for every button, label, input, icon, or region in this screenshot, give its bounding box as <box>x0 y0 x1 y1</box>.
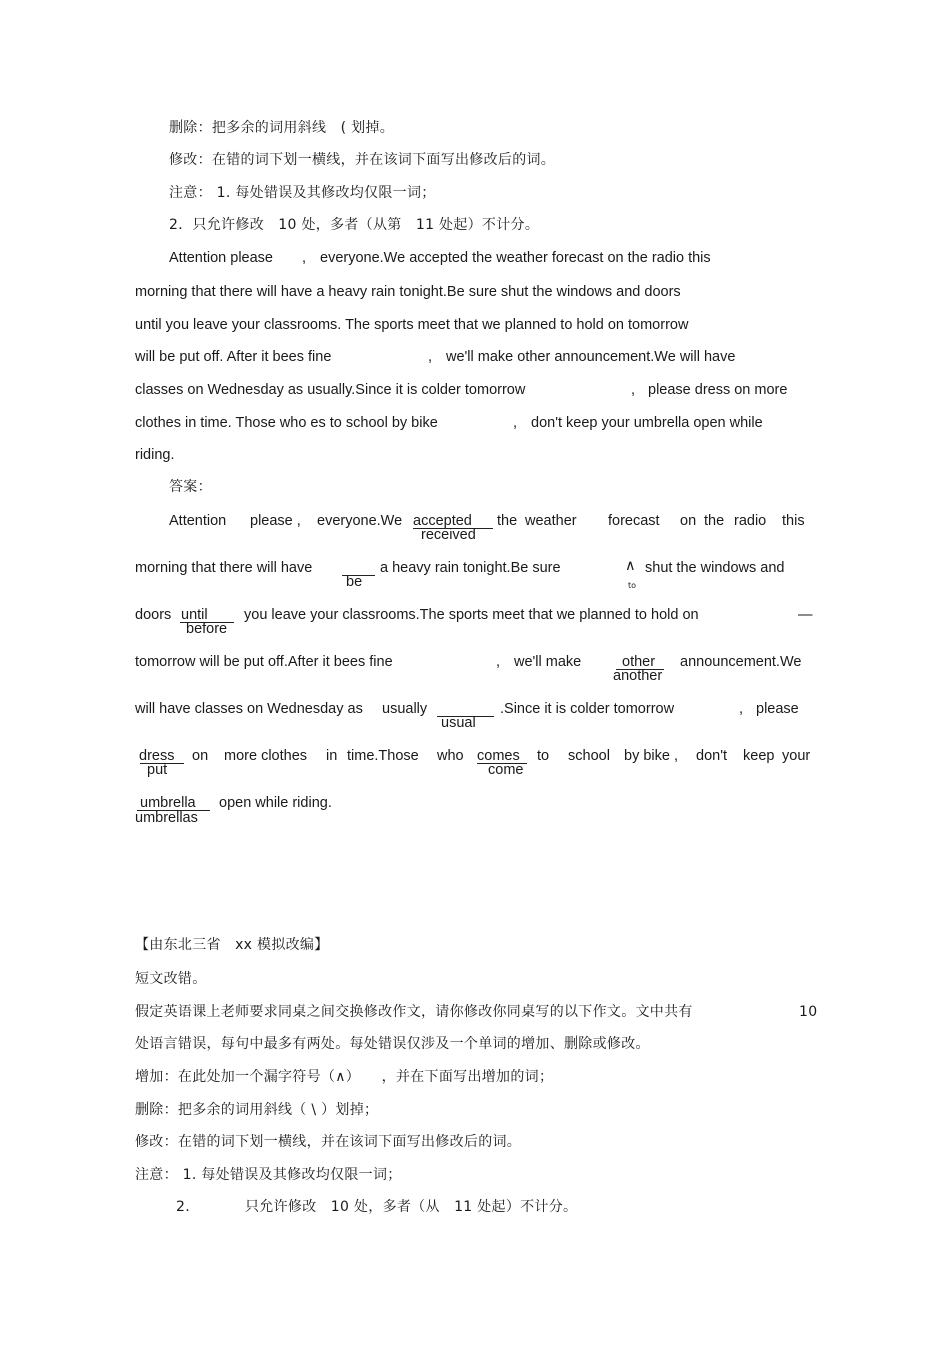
passage-line-5c: please dress on more <box>648 382 788 398</box>
rule-note-1: 注意： 1. 每处错误及其修改均仅限一词； <box>169 185 436 201</box>
ans-correction: put <box>147 762 168 778</box>
passage-line-7: riding. <box>135 447 175 463</box>
section-title: 短文改错。 <box>135 971 207 987</box>
ans-text: we'll make <box>514 654 582 670</box>
ans-word: everyone.We <box>317 513 403 529</box>
ans-word: on <box>192 748 209 764</box>
intro-line-1: 假定英语课上老师要求同桌之间交换修改作文，请你修改你同桌写的以下作文。文中共有 <box>135 1004 693 1020</box>
rule-note-1: 注意： 1. 每处错误及其修改均仅限一词； <box>135 1167 402 1183</box>
ans-text: morning that there will have <box>135 560 313 576</box>
ans-word: the <box>497 513 518 529</box>
passage-line-1b: , <box>302 250 307 266</box>
ans-text: open while riding. <box>219 795 332 811</box>
ans-dash: — <box>798 607 813 623</box>
passage-line-6b: , <box>513 415 518 431</box>
passage-line-6c: don't keep your umbrella open while <box>531 415 763 431</box>
passage-line-6a: clothes in time. Those who es to school by bike <box>135 415 438 431</box>
passage-line-4c: we'll make other announcement.We will have <box>446 349 736 365</box>
ans-word: to <box>537 748 550 764</box>
ans-text: please <box>756 701 799 717</box>
ans-text: , <box>739 701 744 717</box>
passage-line-1a: Attention please <box>169 250 273 266</box>
ans-word: by bike , <box>624 748 678 764</box>
ans-word: more clothes <box>224 748 308 764</box>
ans-word: keep <box>743 748 775 764</box>
rule-modify: 修改：在错的词下划一横线，并在该词下面写出修改后的词。 <box>135 1134 522 1150</box>
rule-note-2: 只允许修改 10 处，多者（从 11 处起）不计分。 <box>245 1199 578 1215</box>
ans-error-word: umbrella <box>140 795 196 811</box>
ans-text: shut the windows and <box>645 560 785 576</box>
rule-modify: 修改：在错的词下划一横线，并在该词下面写出修改后的词。 <box>169 152 556 168</box>
passage-line-4b: , <box>428 349 433 365</box>
answer-heading: 答案： <box>169 479 212 495</box>
ans-word: this <box>782 513 805 529</box>
ans-correction: before <box>186 621 228 637</box>
ans-word: in <box>326 748 338 764</box>
passage-line-3: until you leave your classrooms. The sports meet that we planned to hold on tomorrow <box>135 317 689 333</box>
ans-correction: be <box>346 574 363 590</box>
passage-line-1c: everyone.We accepted the weather forecast on the radio this <box>320 250 711 266</box>
ans-word: weather <box>525 513 577 529</box>
insert-caret: ∧ <box>625 558 636 574</box>
ans-word: radio <box>734 513 767 529</box>
ans-text: announcement.We <box>680 654 802 670</box>
rule-delete: 删除：把多余的词用斜线 ( 划掉。 <box>169 120 395 136</box>
intro-line-2: 处语言错误，每句中最多有两处。每处错误仅涉及一个单词的增加、删除或修改。 <box>135 1036 650 1052</box>
ans-word: school <box>568 748 610 764</box>
ans-word: forecast <box>608 513 660 529</box>
ans-word: time.Those <box>347 748 419 764</box>
ans-word: the <box>704 513 725 529</box>
ans-text: you leave your classrooms.The sports meet that we planned to hold on <box>244 607 699 623</box>
ans-word: who <box>437 748 464 764</box>
ans-correction: umbrellas <box>135 810 198 826</box>
ans-word: Attention <box>169 513 227 529</box>
ans-text: .Since it is colder tomorrow <box>500 701 675 717</box>
rule-add: 增加：在此处加一个漏字符号（∧） ，并在下面写出增加的词； <box>135 1069 554 1085</box>
rule-delete: 删除：把多余的词用斜线（ \ ）划掉； <box>135 1102 379 1118</box>
intro-line-1-count: 10 <box>799 1004 818 1020</box>
ans-text: , <box>496 654 501 670</box>
passage-line-5a: classes on Wednesday as usually.Since it is colder tomorrow <box>135 382 526 398</box>
ans-word: your <box>782 748 811 764</box>
ans-word: please , <box>250 513 301 529</box>
ans-correction: usual <box>441 715 476 731</box>
passage-line-2: morning that there will have a heavy rain tonight.Be sure shut the windows and doors <box>135 284 681 300</box>
ans-correction: come <box>488 762 524 778</box>
ans-error-word: other <box>622 654 656 670</box>
ans-text: tomorrow will be put off.After it bees fine <box>135 654 393 670</box>
ans-word: don't <box>696 748 727 764</box>
ans-error-word: until <box>181 607 208 623</box>
source-note: 【由东北三省 xx 模拟改编】 <box>135 937 329 953</box>
ans-error-word: dress <box>139 748 175 764</box>
ans-text: a heavy rain tonight.Be sure <box>380 560 561 576</box>
ans-error-word: accepted <box>413 513 472 529</box>
rule-note-2-number: 2. <box>176 1199 190 1215</box>
rule-note-2: 2．只允许修改 10 处，多者（从第 11 处起）不计分。 <box>169 217 540 233</box>
ans-correction: received <box>421 527 476 543</box>
ans-insertion: to <box>628 581 637 590</box>
passage-line-4a: will be put off. After it bees fine <box>135 349 332 365</box>
ans-word: on <box>680 513 697 529</box>
passage-line-5b: , <box>631 382 636 398</box>
ans-error-word: usually <box>382 701 428 717</box>
ans-correction: another <box>613 668 663 684</box>
ans-word: doors <box>135 607 172 623</box>
ans-error-word: comes <box>477 748 520 764</box>
ans-text: will have classes on Wednesday as <box>135 701 363 717</box>
